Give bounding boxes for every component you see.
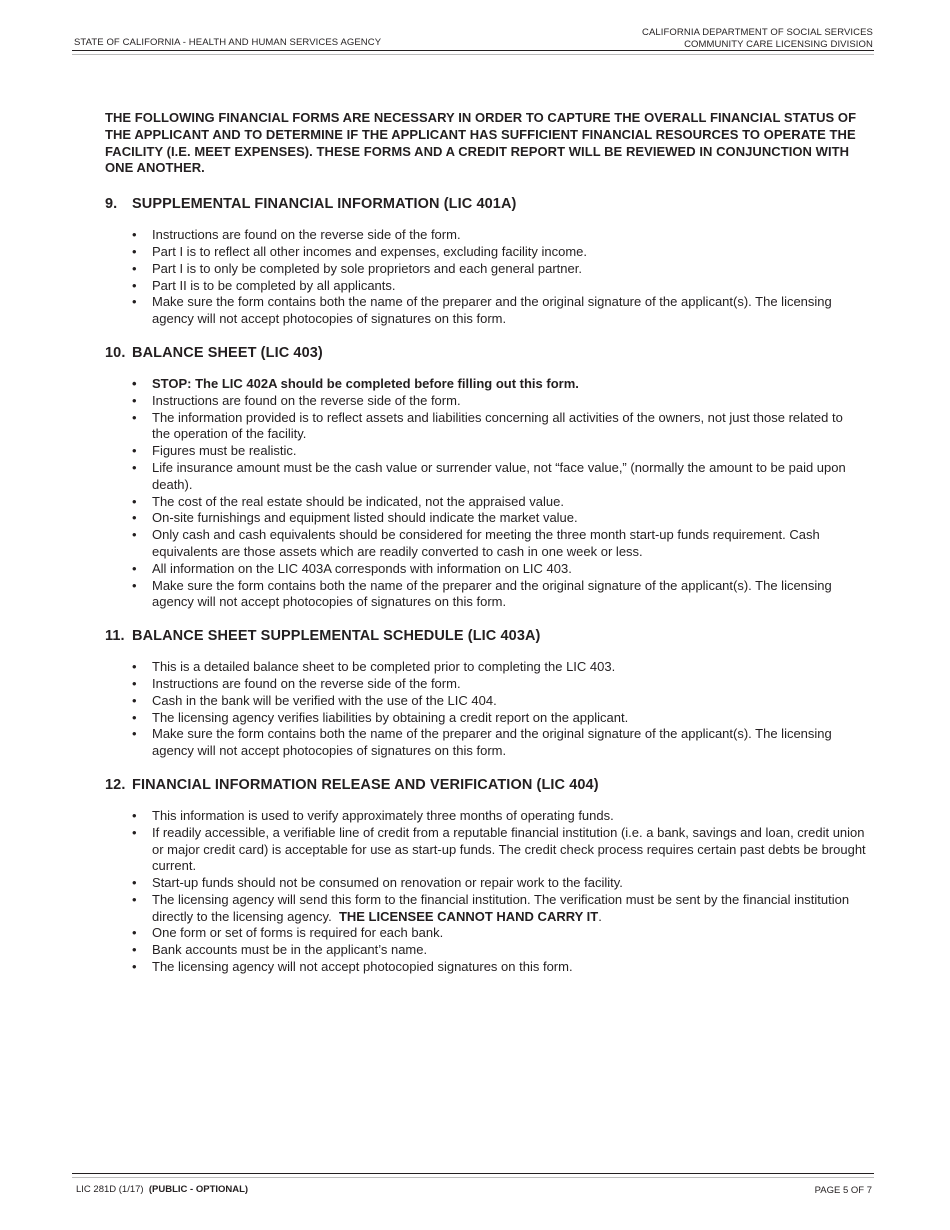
section-12-heading bbox=[105, 776, 875, 794]
section-number: 11. bbox=[105, 628, 125, 645]
list-item: • The cost of the real estate should be indicated, not the appraised value. bbox=[152, 494, 875, 511]
section-title: BALANCE SHEET (LIC 403) bbox=[132, 344, 323, 361]
list-item: • Instructions are found on the reverse side of the form. bbox=[152, 676, 875, 693]
public-label: (PUBLIC - OPTIONAL) bbox=[148, 1184, 249, 1195]
section-10-heading bbox=[105, 344, 875, 362]
list-item: • Instructions are found on the reverse side of the form. bbox=[152, 227, 875, 244]
stop-notice: • STOP: The LIC 402A should be completed before filling out this form. bbox=[152, 376, 875, 393]
section-11-heading bbox=[105, 627, 875, 645]
list-item: • If readily accessible, a verifiable line of credit from a reputable financial institution (i.e. a bank, savings and loan, credit union or major credit card) is acceptable for use as start-up funds. The credit check process requires certain past debts be brought current. bbox=[152, 825, 875, 875]
section-9-list bbox=[105, 227, 875, 328]
list-item: • Life insurance amount must be the cash value or surrender value, not “face value,” (normally the amount to be paid upon death). bbox=[152, 460, 875, 494]
section-title: SUPPLEMENTAL FINANCIAL INFORMATION (LIC 401A) bbox=[132, 196, 517, 213]
list-item: • Bank accounts must be in the applicant’s name. bbox=[152, 942, 875, 959]
list-item: • The information provided is to reflect assets and liabilities concerning all activities of the owners, not just those related to the operation of the facility. bbox=[152, 410, 852, 444]
carry-text: The licensing agency will send this form to the financial institution. The verification must be sent by the financial institution directly to the licensing agency. bbox=[152, 891, 850, 924]
list-item: • Figures must be realistic. bbox=[152, 443, 875, 460]
list-item: • This is a detailed balance sheet to be completed prior to completing the LIC 403. bbox=[152, 659, 875, 676]
list-item: • The licensing agency will not accept photocopied signatures on this form. bbox=[152, 959, 875, 976]
list-item: • Part I is to only be completed by sole proprietors and each general partner. bbox=[152, 261, 875, 278]
list-item: • This information is used to verify approximately three months of operating funds. bbox=[152, 808, 875, 825]
section-number: 9. bbox=[105, 196, 118, 213]
section-9-heading bbox=[105, 195, 875, 213]
page-number: PAGE 5 OF 7 bbox=[814, 1185, 872, 1196]
header-rule bbox=[72, 50, 874, 51]
form-number: LIC 281D (1/17) bbox=[76, 1184, 144, 1195]
section-number: 10. bbox=[105, 344, 126, 361]
list-item: • On-site furnishings and equipment listed should indicate the market value. bbox=[152, 510, 875, 527]
carry-warning: THE LICENSEE CANNOT HAND CARRY IT bbox=[338, 908, 599, 924]
header-department-line2: COMMUNITY CARE LICENSING DIVISION bbox=[684, 39, 873, 50]
section-11-list bbox=[105, 659, 875, 760]
list-item: • Make sure the form contains both the name of the preparer and the original signature of the applicant(s). The licensing agency will not accept photocopies of signatures on this form. bbox=[152, 726, 832, 760]
list-item: • Cash in the bank will be verified with the use of the LIC 404. bbox=[152, 693, 875, 710]
section-10-list bbox=[105, 376, 875, 611]
header-agency: STATE OF CALIFORNIA - HEALTH AND HUMAN SERVICES AGENCY bbox=[74, 37, 382, 48]
list-item: • Make sure the form contains both the name of the preparer and the original signature of the applicant(s). The licensing agency will not accept photocopies of signatures on this form. bbox=[152, 294, 832, 328]
list-item: • Part II is to be completed by all applicants. bbox=[152, 278, 875, 295]
carry-end: . bbox=[598, 908, 602, 924]
footer-form-id bbox=[76, 1184, 248, 1195]
header-department-line1: CALIFORNIA DEPARTMENT OF SOCIAL SERVICES bbox=[642, 27, 873, 38]
section-title: FINANCIAL INFORMATION RELEASE AND VERIFICATION (LIC 404) bbox=[132, 776, 599, 793]
header-rule-secondary bbox=[72, 54, 874, 55]
list-item: • Only cash and cash equivalents should be considered for meeting the three month start-up funds requirement. Cash equivalents are those assets which are readily converted to cash in one week or less. bbox=[152, 527, 852, 561]
section-number: 12. bbox=[105, 776, 126, 793]
list-item: • Make sure the form contains both the name of the preparer and the original signature of the applicant(s). The licensing agency will not accept photocopies of signatures on this form. bbox=[152, 578, 832, 612]
section-title: BALANCE SHEET SUPPLEMENTAL SCHEDULE (LIC 403A) bbox=[132, 628, 541, 645]
document-body bbox=[105, 110, 875, 976]
section-12-list bbox=[105, 808, 875, 976]
list-item: • Start-up funds should not be consumed on renovation or repair work to the facility. bbox=[152, 875, 875, 892]
list-item-hand-carry bbox=[152, 892, 875, 926]
footer-rule bbox=[72, 1173, 874, 1174]
list-item: • Part I is to reflect all other incomes and expenses, excluding facility income. bbox=[152, 244, 875, 261]
list-item: • One form or set of forms is required for each bank. bbox=[152, 925, 875, 942]
intro-paragraph: THE FOLLOWING FINANCIAL FORMS ARE NECESSARY IN ORDER TO CAPTURE THE OVERALL FINANCIAL STATUS OF THE APPLICANT AND TO DETERMINE IF THE APPLICANT HAS SUFFICIENT FINANCIAL RESOURCES TO OPERATE THE FACILITY (I.E. MEET EXPENSES). THESE FORMS AND A CREDIT REPORT WILL BE REVIEWED IN CONJUNCTION WITH ONE ANOTHER. bbox=[105, 110, 857, 176]
footer-rule-secondary bbox=[72, 1177, 874, 1178]
list-item: • The licensing agency verifies liabilities by obtaining a credit report on the applicant. bbox=[152, 710, 875, 727]
header-department bbox=[642, 27, 873, 51]
list-item: • Instructions are found on the reverse side of the form. bbox=[152, 393, 875, 410]
list-item: • All information on the LIC 403A corresponds with information on LIC 403. bbox=[152, 561, 875, 578]
